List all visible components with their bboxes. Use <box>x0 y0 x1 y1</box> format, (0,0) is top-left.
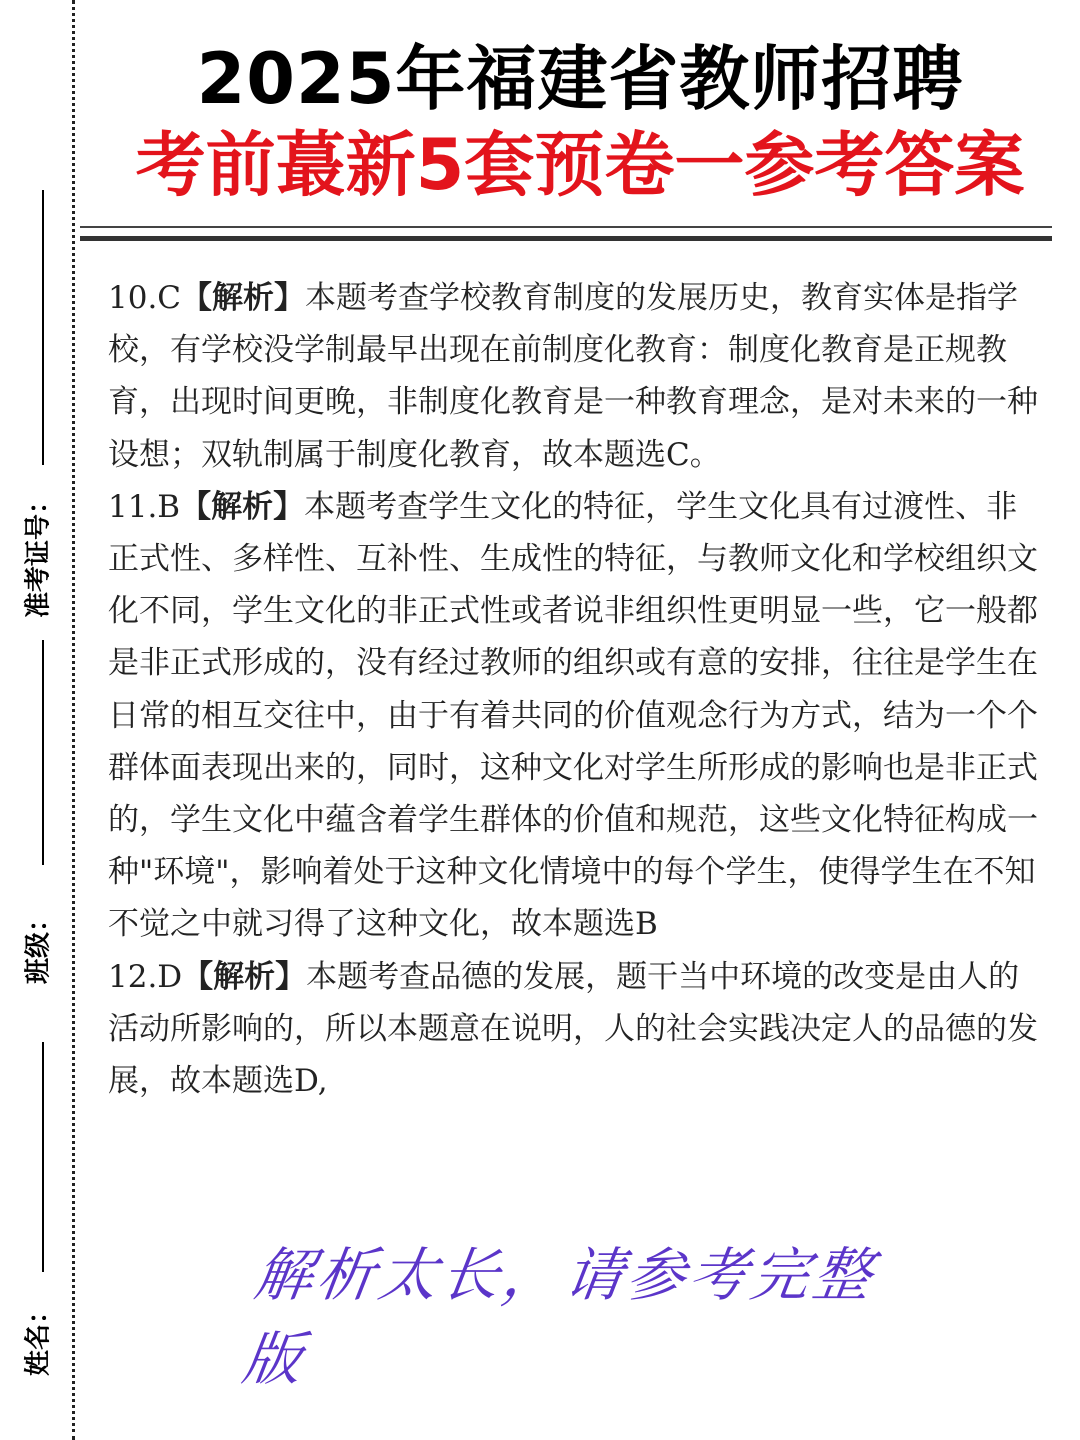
exam-id-line <box>42 190 44 465</box>
name-label: 姓名： <box>23 1297 54 1377</box>
binding-dotted-line <box>72 0 75 1440</box>
class-label: 班级： <box>23 905 54 985</box>
answer-explanation: 本题考查学校教育制度的发展历史，教育实体是指学校，有学校没学制最早出现在前制度化教育：制度化教育是正规教育，出现时间更晚，非制度化教育是一种教育理念，是对未来的一种设想；双轨制属于制度化教育，故本题选C。 <box>108 280 1038 473</box>
analysis-tag: 【解析】 <box>181 280 306 316</box>
answer-explanation: 本题考查品德的发展，题干当中环境的改变是由人的活动所影响的，所以本题意在说明，人的社会实践决定人的品德的发展，故本题选D, <box>108 958 1038 1100</box>
answer-item-11 <box>108 481 1038 951</box>
answer-list <box>108 272 1038 1107</box>
header-divider-thick <box>80 236 1052 241</box>
answer-item-10 <box>108 272 1038 481</box>
page-title: 2025年福建省教师招聘 <box>196 38 964 120</box>
answer-explanation: 本题考查学生文化的特征，学生文化具有过渡性、非正式性、多样性、互补性、生成性的特征，与教师文化和学校组织文化不同，学生文化的非正式性或者说非组织性更明显一些，它一般都是非正式形成的，没有经过教师的组织或有意的安排，往往是学生在日常的相互交往中，由于有着共同的价值观念行为方式，结为一个个群体面表现出来的，同时，这种文化对学生所形成的影响也是非正式的，学生文化中蕴含着学生群体的价值和规范，这些文化特征构成一种"环境"，影响着处于这种文化情境中的每个学生，使得学生在不知不觉之中就习得了这种文化，故本题选B <box>108 488 1038 943</box>
page-subtitle: 考前蕞新5套预卷一参考答案 <box>135 124 1025 206</box>
handwritten-note: 解析太长，请参考完整版 <box>238 1241 880 1393</box>
header-divider-thin <box>80 226 1052 228</box>
analysis-tag: 【解析】 <box>182 958 307 995</box>
class-line <box>42 1042 44 1272</box>
analysis-tag: 【解析】 <box>180 488 305 525</box>
exam-id-line-lower <box>42 640 44 865</box>
exam-id-label: 准考证号： <box>23 487 54 619</box>
answer-number: 10.C <box>108 280 182 316</box>
answer-number: 12.D <box>108 958 183 995</box>
answer-item-12 <box>108 951 1038 1108</box>
answer-number: 11.B <box>108 488 181 525</box>
